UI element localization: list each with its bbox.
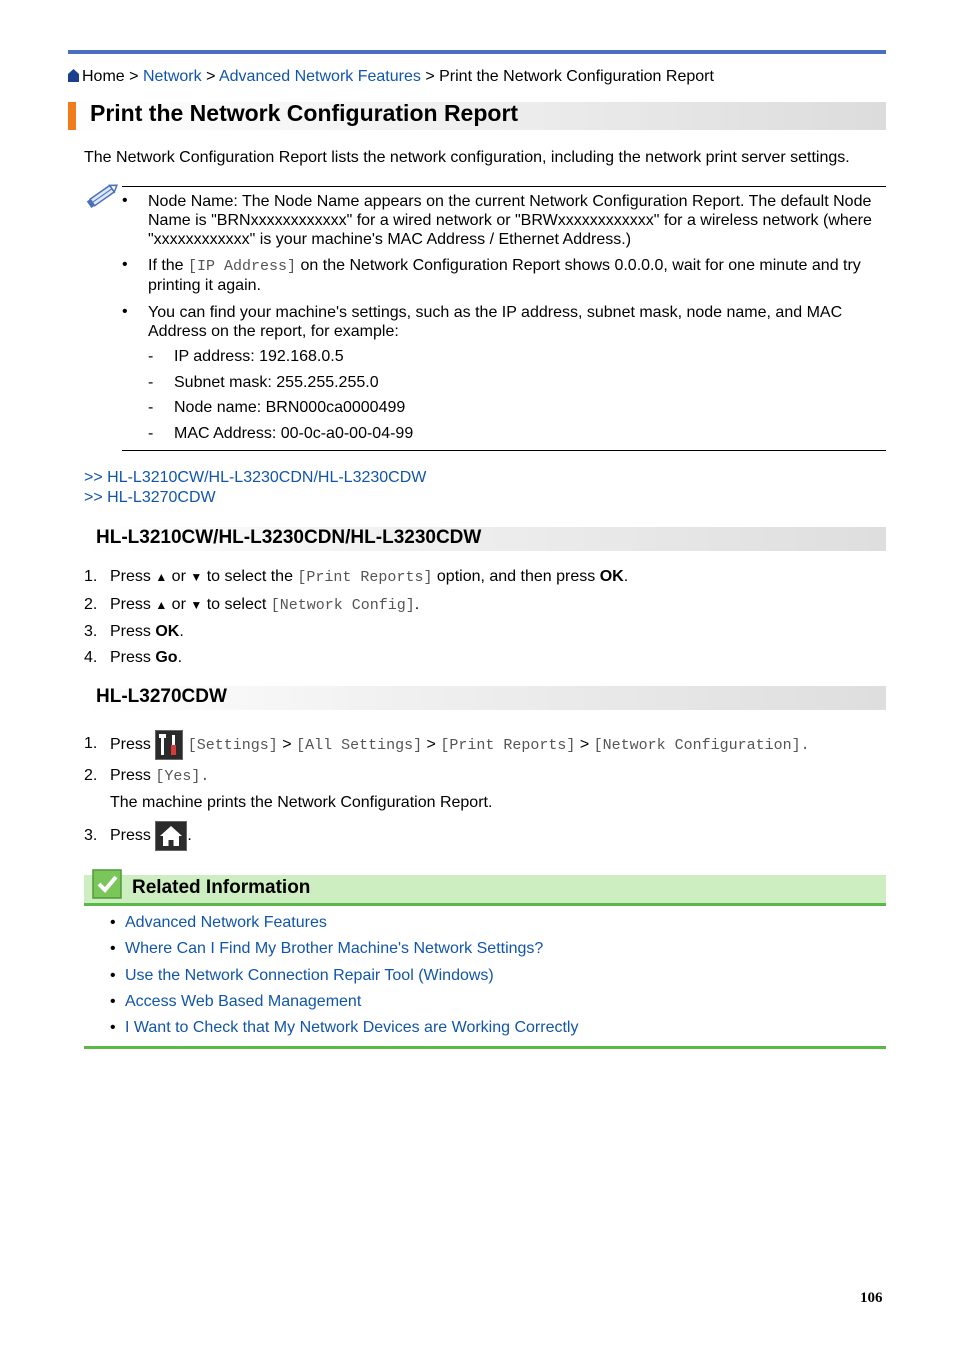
breadcrumb-home[interactable]: Home <box>82 68 125 85</box>
step-number: 2. <box>84 767 98 784</box>
page-number: 106 <box>860 1290 883 1306</box>
intro-paragraph: The Network Configuration Report lists the network configuration, including the network print server settings. <box>84 149 850 166</box>
example-subnet: Subnet mask: 255.255.255.0 <box>174 374 379 391</box>
step-text: to select the <box>202 568 298 585</box>
note-item-ip-address <box>148 256 878 295</box>
down-arrow-icon: ▼ <box>190 570 203 584</box>
note-text: If the <box>148 257 189 274</box>
step-text: Press <box>110 568 156 585</box>
step-text: to select <box>202 596 271 613</box>
network-config-code: [Network Config] <box>270 597 415 614</box>
yes-code: [Yes] <box>155 768 201 785</box>
section1-title: HL-L3210CW/HL-L3230CDN/HL-L3230CDW <box>96 527 482 548</box>
up-arrow-icon: ▲ <box>155 598 168 612</box>
step-number: 1. <box>84 735 98 752</box>
step-separator: > <box>282 736 292 754</box>
settings-code: [Settings] <box>187 737 278 755</box>
example-dash: - <box>148 399 154 416</box>
section1-step-3 <box>110 623 184 641</box>
breadcrumb-separator: > <box>129 68 139 85</box>
jump-link-l3270[interactable]: >> HL-L3270CDW <box>84 489 216 506</box>
section1-step-1 <box>110 568 628 586</box>
related-link-check-devices[interactable]: I Want to Check that My Network Devices are Working Correctly <box>125 1019 579 1036</box>
section2-step-1 <box>110 730 810 760</box>
note-bullet: • <box>122 256 128 273</box>
related-link-repair-tool[interactable]: Use the Network Connection Repair Tool (Windows) <box>125 967 494 984</box>
related-bullet: • <box>110 1019 116 1036</box>
related-link-find-settings[interactable]: Where Can I Find My Brother Machine's Network Settings? <box>125 940 544 957</box>
note-bottom-rule <box>122 450 886 451</box>
section2-step-2 <box>110 767 209 785</box>
checkmark-icon <box>92 869 122 904</box>
step-text: option, and then press <box>432 568 600 585</box>
ok-key-label: OK <box>599 568 624 585</box>
jump-link-l3210[interactable]: >> HL-L3210CW/HL-L3230CDN/HL-L3230CDW <box>84 469 427 486</box>
step-text: Press <box>110 736 156 754</box>
step-number: 4. <box>84 649 98 666</box>
breadcrumb-separator: > <box>206 68 216 85</box>
step-text: . <box>414 596 420 613</box>
breadcrumb-separator: > <box>425 68 435 85</box>
breadcrumb-current: Print the Network Configuration Report <box>439 68 714 85</box>
step-text: Press <box>110 596 156 613</box>
note-bullet: • <box>122 303 128 320</box>
home-icon[interactable] <box>68 68 82 85</box>
step-text: . <box>177 649 183 666</box>
network-configuration-code: [Network Configuration] <box>593 737 801 755</box>
header-rule <box>68 50 886 54</box>
section1-step-2 <box>110 596 419 614</box>
breadcrumb-network-link[interactable]: Network <box>142 68 202 85</box>
step-number: 3. <box>84 827 98 844</box>
step-text: Press <box>110 767 156 784</box>
example-ip: IP address: 192.168.0.5 <box>174 348 344 365</box>
breadcrumb-advanced-link[interactable]: Advanced Network Features <box>218 68 421 85</box>
step-separator: > <box>426 736 436 754</box>
title-accent <box>68 102 76 130</box>
step-text: or <box>167 568 191 585</box>
breadcrumb <box>68 68 714 86</box>
up-arrow-icon: ▲ <box>155 570 168 584</box>
step-text: . <box>179 623 184 640</box>
step-text: . <box>200 768 210 785</box>
note-top-rule <box>122 186 886 187</box>
step-separator: > <box>579 736 590 754</box>
step-number: 2. <box>84 596 98 613</box>
related-info-rule <box>84 903 886 906</box>
note-item-node-name: Node Name: The Node Name appears on the current Network Configuration Report. The default Node Name is "BRNxxxxxxxxxxxx" for a wired network or "BRWxxxxxxxxxxxx" for a wireless network (where "xxxxxxxxxxxx" is your machine's MAC Address / Ethernet Address.) <box>148 193 872 248</box>
step-text: Press <box>110 623 156 640</box>
step-text: Press <box>110 827 156 845</box>
section2-title: HL-L3270CDW <box>96 686 227 707</box>
related-bullet: • <box>110 914 116 931</box>
ok-key-label: OK <box>155 623 180 640</box>
step-text: . <box>623 568 629 585</box>
step-number: 3. <box>84 623 98 640</box>
step-text: Press <box>110 649 156 666</box>
ip-address-code: [IP Address] <box>188 258 297 275</box>
go-key-label: Go <box>155 649 178 666</box>
example-mac: MAC Address: 00-0c-a0-00-04-99 <box>174 425 414 442</box>
related-info-title: Related Information <box>132 877 311 898</box>
example-node-name: Node name: BRN000ca0000499 <box>174 399 406 416</box>
note-item-settings: You can find your machine's settings, such as the IP address, subnet mask, node name, and MAC Address on the report, for example: <box>148 304 843 340</box>
example-dash: - <box>148 374 154 391</box>
print-reports-code: [Print Reports] <box>440 737 576 755</box>
home-icon <box>155 821 187 851</box>
step-number: 1. <box>84 568 98 585</box>
related-bullet: • <box>110 993 116 1010</box>
all-settings-code: [All Settings] <box>296 737 423 755</box>
section2-step-3 <box>110 821 192 851</box>
related-info-bottom-rule <box>84 1046 886 1049</box>
section1-step-4 <box>110 649 182 667</box>
settings-tools-icon <box>155 730 183 760</box>
pencil-icon <box>86 180 120 215</box>
step-text: . <box>187 827 192 845</box>
note-bullet: • <box>122 192 128 209</box>
print-reports-code: [Print Reports] <box>297 569 433 586</box>
related-bullet: • <box>110 967 116 984</box>
step-text: or <box>167 596 191 613</box>
step-text: . <box>800 737 810 755</box>
example-dash: - <box>148 425 154 442</box>
note-text: on the Network Configuration Report shows 0.0.0.0, wait for one minute and try printing it again. <box>148 257 861 294</box>
related-link-web-management[interactable]: Access Web Based Management <box>125 993 362 1010</box>
down-arrow-icon: ▼ <box>190 598 203 612</box>
related-link-advanced-network[interactable]: Advanced Network Features <box>125 914 327 931</box>
related-bullet: • <box>110 940 116 957</box>
section2-step-2-result: The machine prints the Network Configuration Report. <box>110 794 493 811</box>
example-dash: - <box>148 348 154 365</box>
page-title: Print the Network Configuration Report <box>90 100 519 126</box>
